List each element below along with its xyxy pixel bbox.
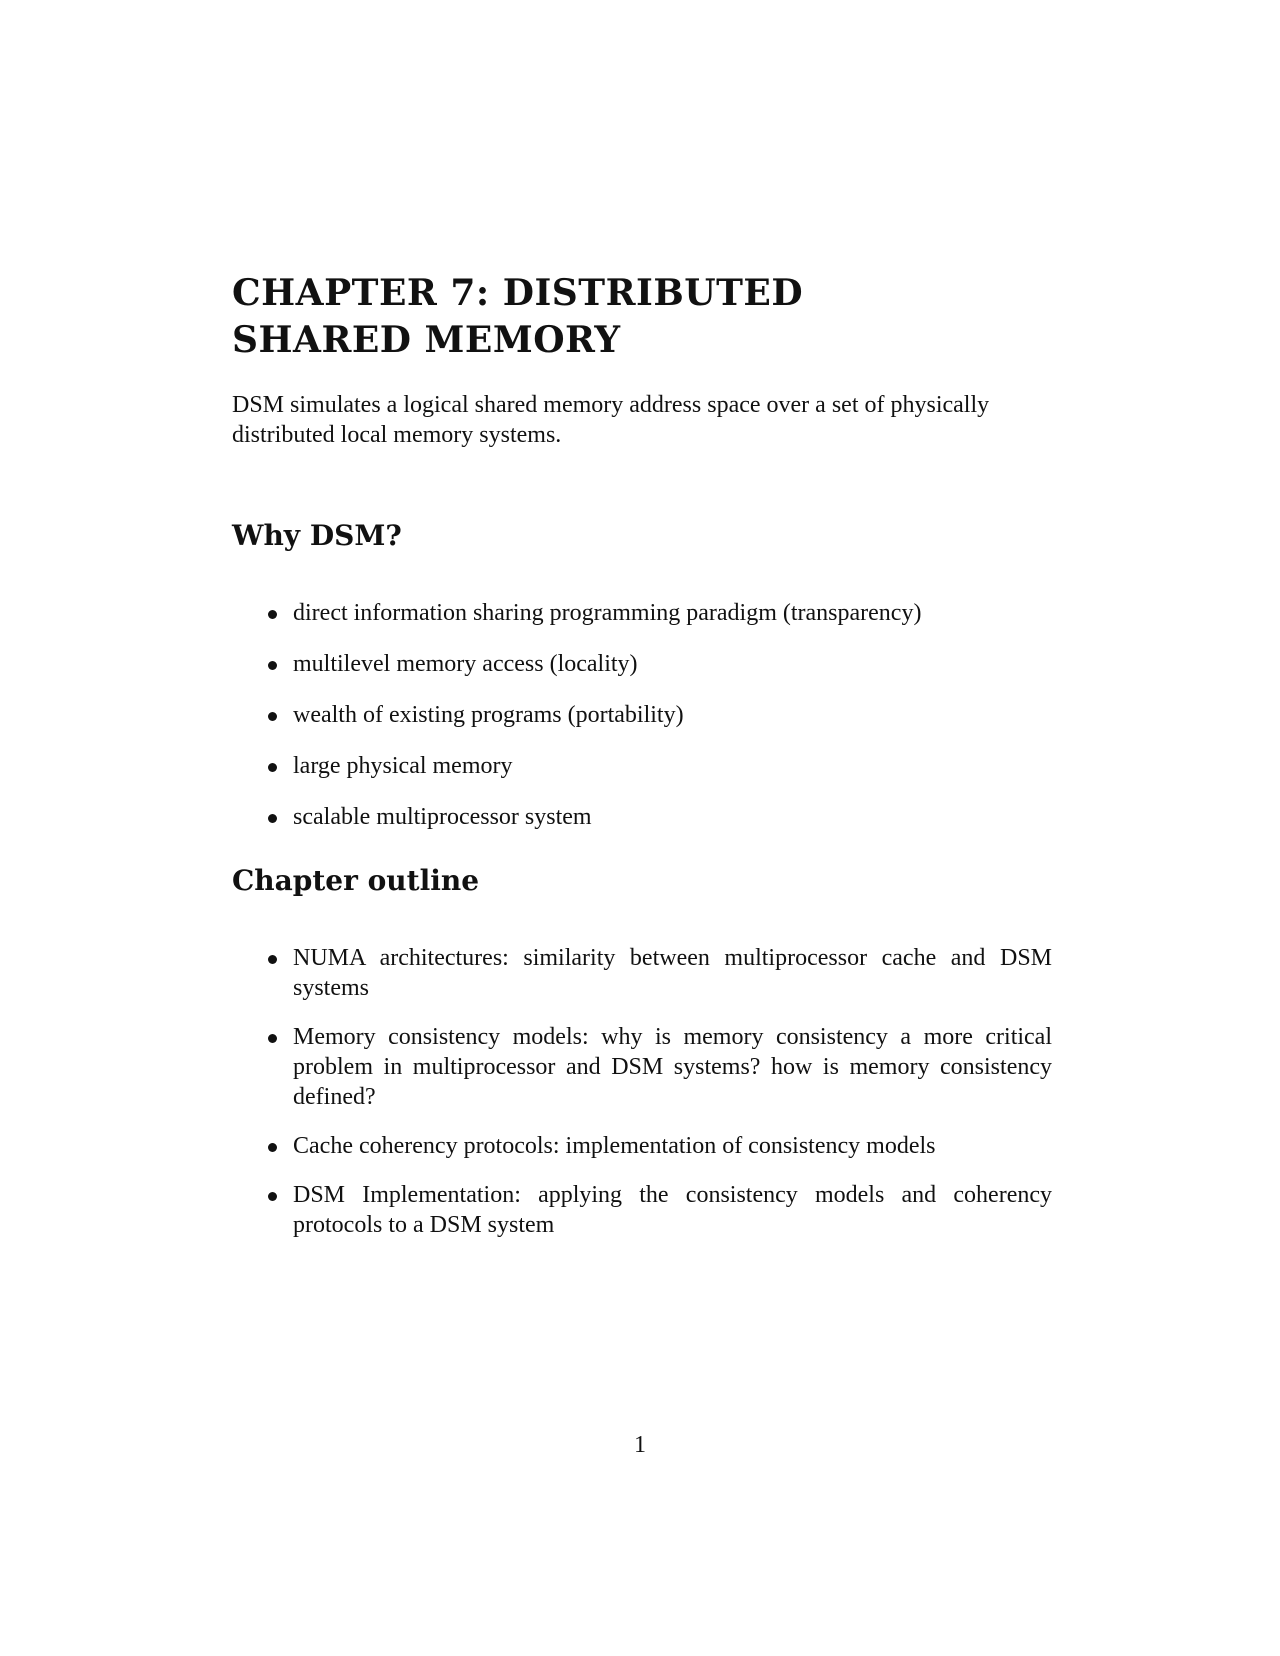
- list-item: [232, 1022, 1052, 1112]
- list-item-text: wealth of existing programs (portability): [293, 702, 684, 728]
- bullet-icon: [268, 814, 277, 823]
- list-item-text: multilevel memory access (locality): [293, 651, 638, 677]
- bullet-icon: [268, 661, 277, 670]
- bullet-icon: [268, 712, 277, 721]
- chapter-outline-list: [232, 943, 1052, 1240]
- list-item: [232, 598, 1052, 628]
- why-dsm-heading: Why DSM?: [232, 519, 402, 552]
- list-item: [232, 649, 1052, 679]
- chapter-outline-heading: Chapter outline: [232, 864, 480, 897]
- chapter-title: [232, 270, 1052, 364]
- bullet-icon: [268, 1192, 277, 1201]
- list-item-text: large physical memory: [293, 753, 513, 779]
- list-item: [232, 943, 1052, 1003]
- list-item: [232, 751, 1052, 781]
- list-item: [232, 700, 1052, 730]
- list-item-text: direct information sharing programming paradigm (transparency): [293, 600, 922, 626]
- list-item: [232, 802, 1052, 832]
- bullet-icon: [268, 955, 277, 964]
- list-item-text: Memory consistency models: why is memory consistency a more critical problem in multiprocessor and DSM systems? how is memory consistency defined?: [293, 1024, 1052, 1110]
- list-item: [232, 1180, 1052, 1240]
- bullet-icon: [268, 763, 277, 772]
- chapter-title-line-2: SHARED MEMORY: [232, 319, 621, 361]
- bullet-icon: [268, 1034, 277, 1043]
- why-dsm-list: [232, 598, 1052, 832]
- list-item-text: scalable multiprocessor system: [293, 804, 592, 830]
- bullet-icon: [268, 610, 277, 619]
- intro-paragraph: DSM simulates a logical shared memory address space over a set of physically distributed local memory systems.: [232, 392, 990, 448]
- bullet-icon: [268, 1143, 277, 1152]
- list-item-text: DSM Implementation: applying the consistency models and coherency protocols to a DSM system: [293, 1182, 1052, 1238]
- list-item-text: Cache coherency protocols: implementation of consistency models: [293, 1133, 936, 1159]
- list-item-text: NUMA architectures: similarity between multiprocessor cache and DSM systems: [293, 945, 1052, 1001]
- page-content: [232, 270, 1052, 1259]
- list-item: [232, 1131, 1052, 1161]
- chapter-title-line-1: CHAPTER 7: DISTRIBUTED: [232, 272, 804, 314]
- page-number: 1: [634, 1432, 646, 1458]
